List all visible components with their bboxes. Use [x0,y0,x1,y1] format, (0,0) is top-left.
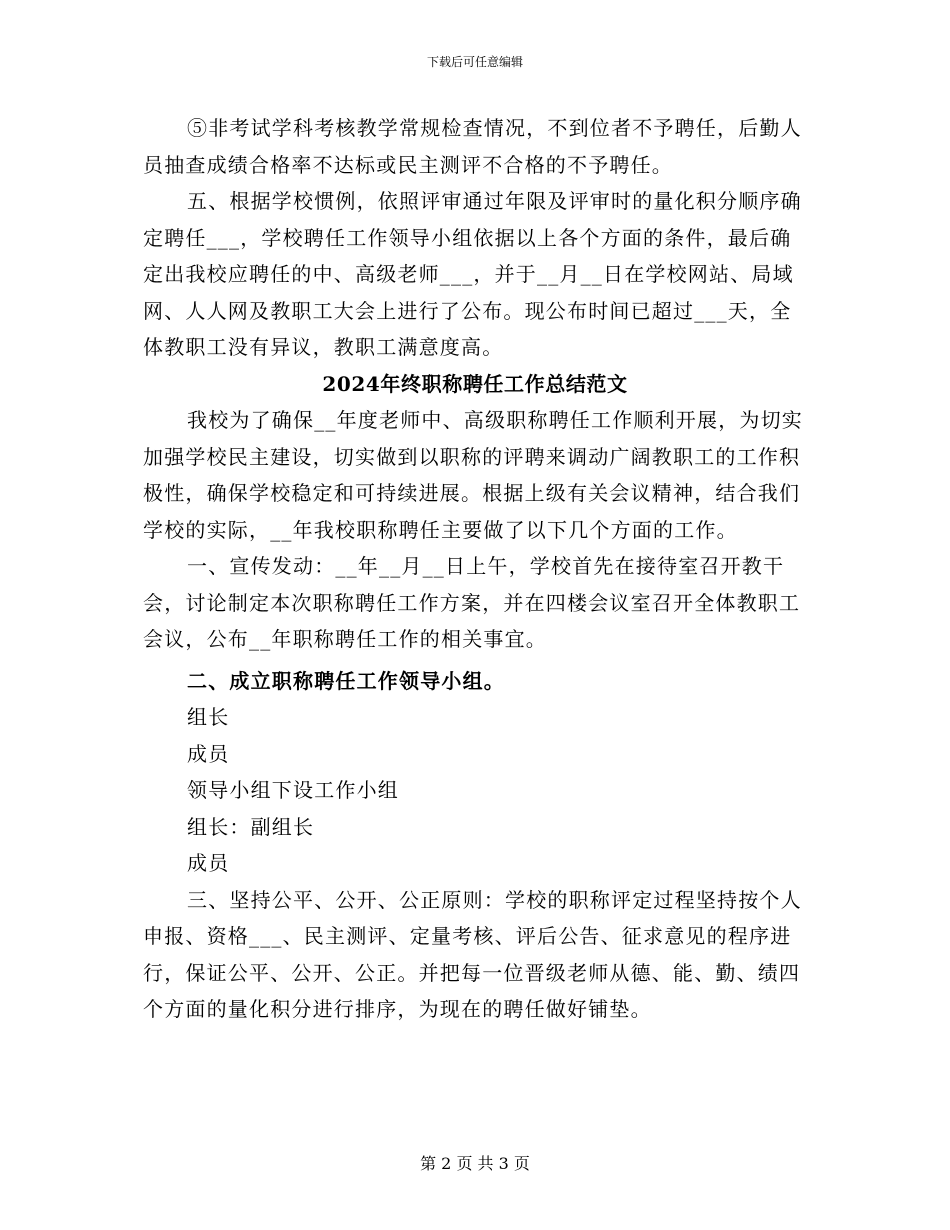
page-number: 第 2 页 共 3 页 [420,1154,530,1173]
paragraph-section-5: 五、根据学校惯例，依照评审通过年限及评审时的量化积分顺序确定聘任___，学校聘任工作领导小组依据以上各个方面的条件，最后确定出我校应聘任的中、高级老师___，并于__月__日在学校网站、局域网、人人网及教职工大会上进行了公布。现公布时间已超过___天，全体教职工没有异议，教职工满意度高。 [143,189,802,359]
heading-section-2: 二、成立职称聘任工作领导小组。 [187,668,505,693]
document-body [143,110,807,1028]
paragraph-section-1: 一、宣传发动：__年__月__日上午，学校首先在接待室召开教干会，讨论制定本次职称聘任工作方案，并在四楼会议室召开全体教职工会议，公布__年职称聘任工作的相关事宜。 [143,554,801,651]
line-member-2: 成员 [187,851,230,875]
paragraph-item-5: ⑤非考试学科考核教学常规检查情况，不到位者不予聘任，后勤人员抽查成绩合格率不达标或民主测评不合格的不予聘任。 [143,116,802,177]
line-leader-deputy: 组长：副组长 [187,814,315,839]
paragraph-intro: 我校为了确保__年度老师中、高级职称聘任工作顺利开展，为切实加强学校民主建设，切实做到以职称的评聘来调动广阔教职工的工作积极性，确保学校稳定和可持续进展。根据上级有关会议精神，结合我们学校的实际，__年我校职称聘任主要做了以下几个方面的工作。 [143,408,803,542]
line-member: 成员 [187,741,230,766]
paragraph-section-3: 三、坚持公平、公开、公正原则：学校的职称评定过程坚持按个人申报、资格___、民主测评、定量考核、评后公告、征求意见的程序进行，保证公平、公开、公正。并把每一位晋级老师从德、能、勤、绩四个方面的量化积分进行排序，为现在的聘任做好铺垫。 [143,887,802,1021]
document-title: 2024年终职称聘任工作总结范文 [322,371,628,396]
header-note: 下载后可任意编辑 [426,55,523,69]
line-subgroup: 领导小组下设工作小组 [187,778,399,802]
line-leader: 组长 [187,705,230,729]
